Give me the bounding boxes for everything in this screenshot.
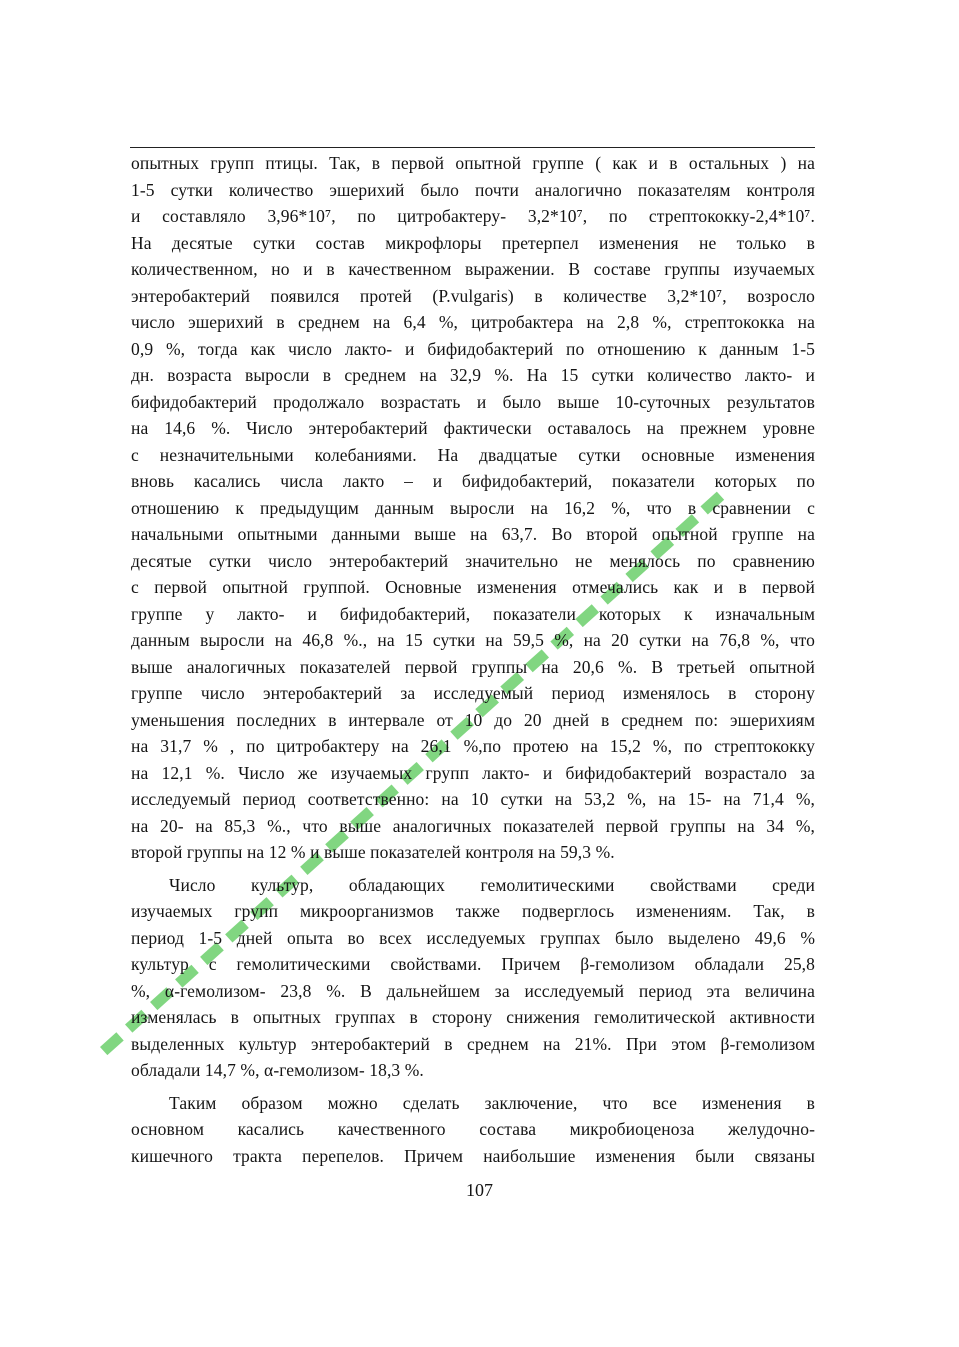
text-line: изменялась в опытных группах в сторону снижения гемолитической активности [131,1007,815,1027]
paragraph-2 [131,872,815,1084]
text-line: с первой опытной группой. Основные изменения отмечались как и в первой [131,577,815,597]
text-line: на 20- на 85,3 %., что выше аналогичных показателей первой группы на 34 %, [131,815,815,836]
paragraph-3 [131,1090,815,1170]
text-line: обладали 14,7 %, α-гемолизом- 18,3 %. [131,1060,424,1080]
page-number: 107 [466,1180,493,1200]
text-line: основном касались качественного состава микробиоценоза желудочно- [131,1119,815,1139]
text-line: изучаемых групп микроорганизмов также подверглось изменениям. Так, в [131,901,815,921]
text-line: кишечного тракта перепелов. Причем наибольшие изменения были связаны [131,1145,815,1166]
text-line: Число культур, обладающих гемолитическими свойствами среди [169,874,815,895]
text-line: начальными опытными данными выше на 63,7. Во второй опытной группе на [131,524,815,544]
text-line: опытных групп птицы. Так, в первой опытной группе ( как и в остальных ) на [131,153,815,173]
text-line: культур с гемолитическими свойствами. Причем β-гемолизом обладали 25,8 [131,954,815,974]
text-line: десятые сутки число энтеробактерий значительно не менялось по сравнению [131,550,815,571]
text-line: на 14,6 %. Число энтеробактерий фактически оставалось на прежнем уровне [131,418,815,438]
text-line: бифидобактерий продолжало возрастать и было выше 10-суточных результатов [131,391,815,412]
text-line: выше аналогичных показателей первой группы на 20,6 %. В третьей опытной [131,656,815,677]
text-line: отношению к предыдущим данным выросли на 16,2 %, что в сравнении с [131,497,815,518]
text-line: уменьшения последних в интервале от 10 до 20 дней в среднем по: эшерихиям [131,709,815,730]
paragraph-1 [131,150,815,866]
text-line: 0,9 %, тогда как число лакто- и бифидобактерий по отношению к данным 1-5 [131,338,815,359]
text-line: На десятые сутки состав микрофлоры претерпел изменения не только в [131,232,815,253]
text-line: с незначительными колебаниями. На двадцатые сутки основные изменения [131,444,815,465]
body-text [131,150,815,1169]
header-rule [130,147,815,148]
text-line: группе число энтеробактерий за исследуемый период изменялось в сторону [131,683,815,703]
text-line: количественном, но и в качественном выражении. В составе группы изучаемых [131,259,815,279]
text-line: %, α-гемолизом- 23,8 %. В дальнейшем за исследуемый период эта величина [131,980,815,1001]
text-line: данным выросли на 46,8 %., на 15 сутки на 59,5 %, на 20 сутки на 76,8 %, что [131,630,815,650]
text-line: на 31,7 % , по цитробактеру на 26,1 %,по протею на 15,2 %, по стрептококку [131,736,815,756]
text-line: группе у лакто- и бифидобактерий, показатели которых к изначальным [131,603,815,624]
text-line: выделенных культур энтеробактерий в среднем на 21%. При этом β-гемолизом [131,1033,815,1054]
text-line: и составляло 3,96*10⁷, по цитробактеру- 3,2*10⁷, по стрептококку-2,4*10⁷. [131,206,815,226]
text-line: 1-5 сутки количество эшерихий было почти аналогично показателям контроля [131,179,815,200]
text-line: период 1-5 дней опыта во всех исследуемых группах было выделено 49,6 % [131,927,815,948]
text-line: Таким образом можно сделать заключение, что все изменения в [169,1092,815,1113]
text-line: второй группы на 12 % и выше показателей контроля на 59,3 %. [131,842,615,862]
text-line: дн. возраста выросли в среднем на 32,9 %. На 15 сутки количество лакто- и [131,365,815,385]
text-line: на 12,1 %. Число же изучаемых групп лакто- и бифидобактерий возрастало за [131,762,815,783]
text-line: исследуемый период соответственно: на 10 сутки на 53,2 %, на 15- на 71,4 %, [131,789,815,809]
text-line: вновь касались числа лакто – и бифидобактерий, показатели которых по [131,471,815,491]
text-line: число эшерихий в среднем на 6,4 %, цитробактера на 2,8 %, стрептококка на [131,312,815,332]
text-line: энтеробактерий появился протей (P.vulgaris) в количестве 3,2*10⁷, возросло [131,285,815,306]
